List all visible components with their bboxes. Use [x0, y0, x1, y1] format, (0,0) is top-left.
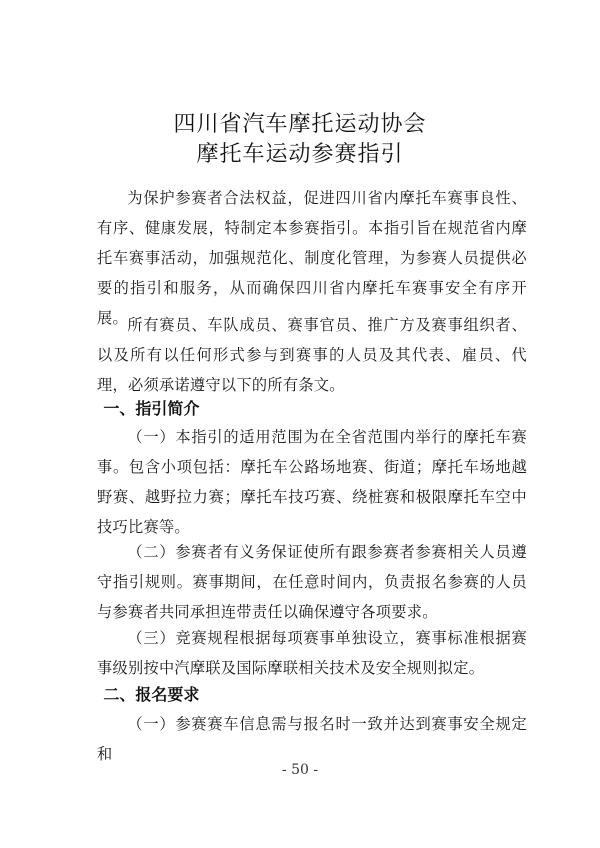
section2-heading: 二、报名要求: [103, 685, 200, 704]
document-title-line2: 摩托车运动参赛指引: [196, 142, 404, 167]
commitment-paragraph: 所有赛员、车队成员、赛事官员、推广方及赛事组织者、以及所有以任何形式参与到赛事的人员及其代表、雇员、代理，必须承诺遵守以下的所有条文。: [97, 316, 527, 394]
intro-paragraph: 为保护参赛者合法权益，促进四川省内摩托车赛事良性、有序、健康发展，特制定本参赛指引。本指引旨在规范省内摩托车赛事活动，加强规范化、制度化管理，为参赛人员提供必要的指引和服务，从而确保四川省内摩托车赛事安全有序开展。: [97, 189, 527, 327]
page-number: - 50 -: [281, 762, 319, 778]
section2-item1: （一）参赛赛车信息需与报名时一致并达到赛事安全规定和: [97, 715, 527, 763]
section1-item3: （三）竞赛规程根据每项赛事单独设立，赛事标准根据赛事级别按中汽摩联及国际摩联相关技术及安全规则拟定。: [97, 629, 527, 677]
section1-item1: （一）本指引的适用范围为在全省范围内举行的摩托车赛事。包含小项包括：摩托车公路场地赛、街道；摩托车场地越野赛、越野拉力赛；摩托车技巧赛、绕桩赛和极限摩托车空中技巧比赛等。: [97, 428, 527, 536]
section1-heading: 一、指引简介: [103, 399, 200, 418]
document-title-line1: 四川省汽车摩托运动协会: [173, 112, 427, 137]
section1-item2: （二）参赛者有义务保证使所有跟参赛者参赛相关人员遵守指引规则。赛事期间，在任意时间内，负责报名参赛的人员与参赛者共同承担连带责任以确保遵守各项要求。: [97, 543, 527, 621]
